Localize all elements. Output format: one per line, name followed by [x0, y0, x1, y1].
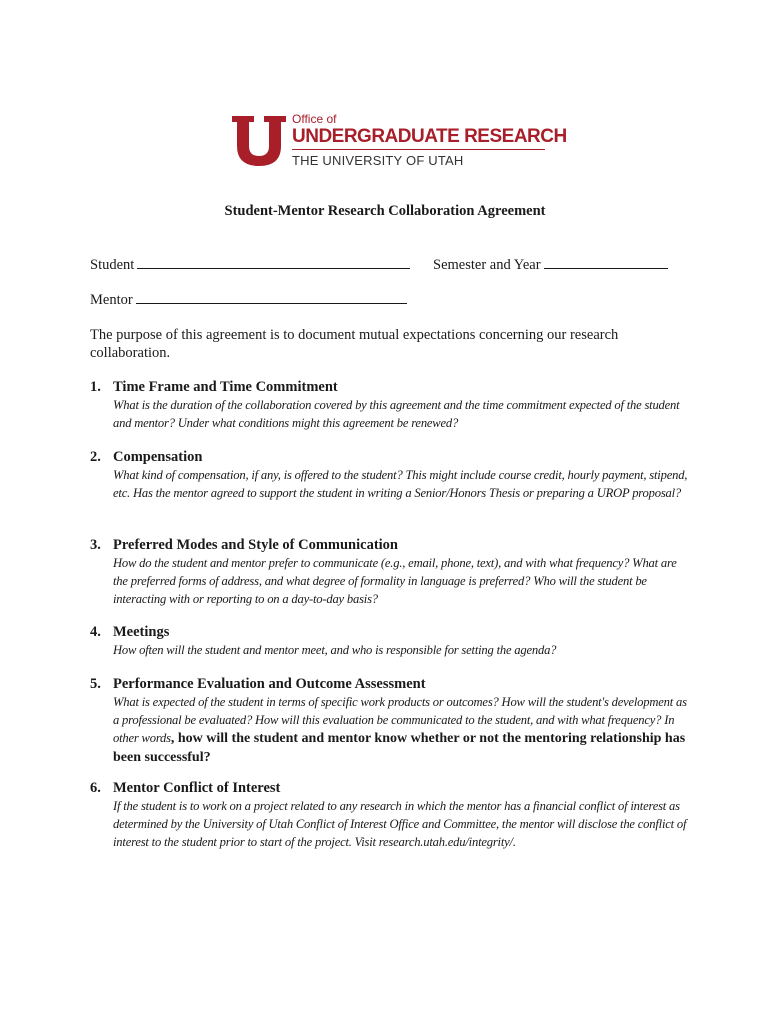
section-number: 6. — [90, 780, 101, 796]
section-title: Performance Evaluation and Outcome Assessment — [113, 676, 426, 692]
logo-main-text: UNDERGRADUATE RESEARCH — [292, 126, 567, 147]
section-title: Time Frame and Time Commitment — [113, 379, 338, 395]
section-body: What is the duration of the collaboration covered by this agreement and the time commitment expected of the student and mentor? Under what conditions might this agreement be renewed? — [113, 398, 680, 430]
section-number: 2. — [90, 449, 101, 465]
mentor-field — [90, 291, 407, 309]
mentor-label: Mentor — [90, 292, 133, 308]
student-blank[interactable] — [137, 256, 410, 269]
logo-university-text: THE UNIVERSITY OF UTAH — [292, 153, 464, 168]
section-number: 4. — [90, 624, 101, 640]
section-body: How do the student and mentor prefer to communicate (e.g., email, phone, text), and with what frequency? What are the preferred forms of address, and what degree of formality in language is preferred? Who will the student be interacting with or reporting to on a day-to-day basis? — [113, 556, 677, 606]
university-logo — [230, 112, 567, 172]
section-body: What kind of compensation, if any, is offered to the student? This might include course credit, hourly payment, stipend, etc. Has the mentor agreed to support the student in writing a Senior/Honors Thesis or preparing a UROP proposal? — [113, 468, 688, 500]
purpose-paragraph: The purpose of this agreement is to document mutual expectations concerning our research collaboration. — [90, 327, 619, 361]
section-heading — [90, 675, 690, 693]
section-number: 1. — [90, 379, 101, 395]
section-meetings — [90, 623, 690, 659]
semester-label: Semester and Year — [433, 257, 541, 273]
section-heading — [90, 779, 690, 797]
section-body: How often will the student and mentor meet, and who is responsible for setting the agenda? — [113, 643, 557, 657]
logo-wordmark — [292, 112, 567, 170]
section-performance — [90, 675, 690, 767]
section-body: If the student is to work on a project related to any research in which the mentor has a financial conflict of interest as determined by the University of Utah Conflict of Interest Office and Committee, the mentor will disclose the conflict of interest to the student prior to start of the project. Visit research.utah.edu/integrity/. — [113, 799, 687, 849]
section-title: Compensation — [113, 449, 203, 465]
section-number: 5. — [90, 676, 101, 692]
section-heading — [90, 448, 690, 466]
mentor-blank[interactable] — [136, 291, 407, 304]
semester-field — [433, 256, 668, 274]
section-conflict-of-interest — [90, 779, 690, 851]
block-u-logo-icon — [230, 112, 288, 170]
section-body — [113, 693, 690, 767]
section-title: Preferred Modes and Style of Communication — [113, 537, 399, 553]
semester-blank[interactable] — [544, 256, 668, 269]
section-heading — [90, 623, 690, 641]
section-heading — [90, 536, 690, 554]
section-communication — [90, 536, 690, 608]
section-title: Meetings — [113, 624, 170, 640]
section-compensation — [90, 448, 690, 502]
section-title: Mentor Conflict of Interest — [113, 780, 281, 796]
logo-divider — [292, 149, 545, 150]
section-time-frame — [90, 378, 690, 432]
student-field — [90, 256, 410, 274]
section-heading — [90, 378, 690, 396]
section-number: 3. — [90, 537, 101, 553]
logo-office-text: Office of — [292, 112, 337, 126]
page-title: Student-Mentor Research Collaboration Agreement — [224, 203, 546, 219]
section-body-text: What is expected of the student in terms of specific work products or outcomes? How will the student's development as a professional be evaluated? How will this evaluation be communicated to the student, and with what frequency? In other words — [113, 695, 687, 745]
student-label: Student — [90, 257, 135, 273]
section-body-emphasis: , how will the student and mentor know whether or not the mentoring relationship has been successful? — [113, 731, 686, 765]
